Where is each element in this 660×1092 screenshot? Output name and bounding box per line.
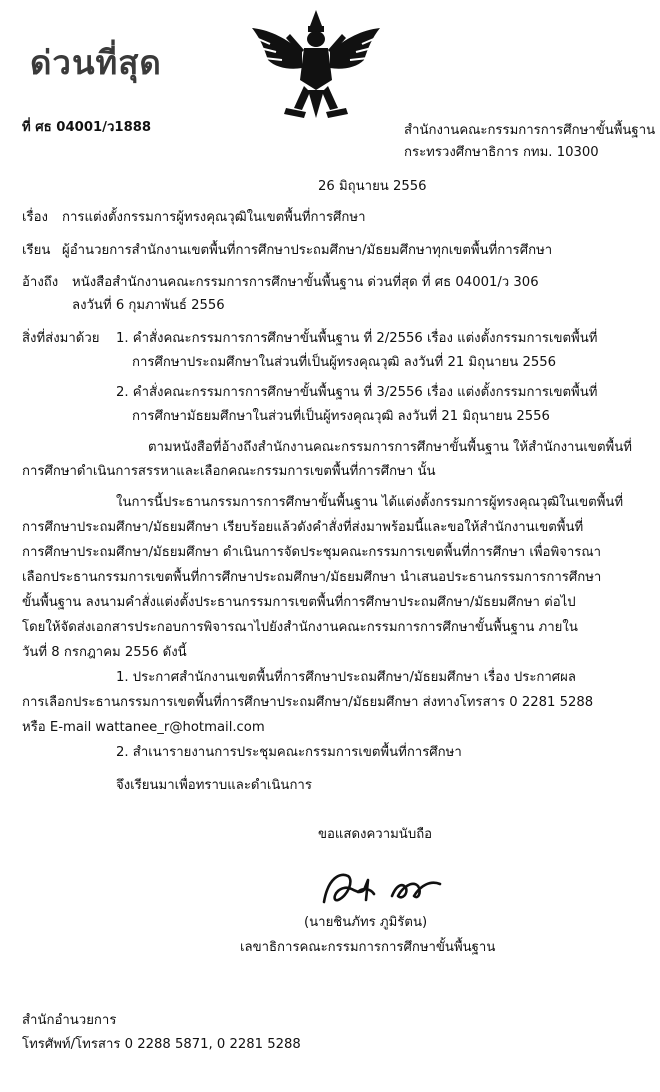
item1-line-1: 1. ประกาศสำนักงานเขตพื้นที่การศึกษาประถมศึกษา/มัธยมศึกษา เรื่อง ประกาศผล xyxy=(116,670,576,685)
para1-line-1: ตามหนังสือที่อ้างถึงสำนักงานคณะกรรมการการศึกษาขั้นพื้นฐาน ให้สำนักงานเขตพื้นที่ xyxy=(148,440,632,455)
item2: 2. สำเนารายงานการประชุมคณะกรรมการเขตพื้นที่การศึกษา xyxy=(116,745,462,760)
enclosure-1-line-1: 1. คำสั่งคณะกรรมการการศึกษาขั้นพื้นฐาน ที่ 2/2556 เรื่อง แต่งตั้งกรรมการเขตพื้นที่ xyxy=(116,331,598,346)
para2-line-2: การศึกษาประถมศึกษา/มัธยมศึกษา เรียบร้อยแล้วดังคำสั่งที่ส่งมาพร้อมนี้และขอให้สำนักงานเขตพื้นที่ xyxy=(22,520,584,535)
closing-request: จึงเรียนมาเพื่อทราบและดำเนินการ xyxy=(116,778,312,793)
garuda-emblem xyxy=(246,8,386,126)
office-address: กระทรวงศึกษาธิการ กทม. 10300 xyxy=(404,145,599,160)
letter-date: 26 มิถุนายน 2556 xyxy=(318,179,427,194)
recipient-text: ผู้อำนวยการสำนักงานเขตพื้นที่การศึกษาประถมศึกษา/มัธยมศึกษาทุกเขตพื้นที่การศึกษา xyxy=(62,243,553,258)
footer-phone: โทรศัพท์/โทรสาร 0 2288 5871, 0 2281 5288 xyxy=(22,1037,301,1052)
signer-position: เลขาธิการคณะกรรมการการศึกษาขั้นพื้นฐาน xyxy=(240,940,496,955)
para2-line-5: ขั้นพื้นฐาน ลงนามคำสั่งแต่งตั้งประธานกรรมการเขตพื้นที่การศึกษาประถมศึกษา/มัธยมศึกษา ต่อไป xyxy=(22,595,576,610)
reference-line-1: หนังสือสำนักงานคณะกรรมการการศึกษาขั้นพื้นฐาน ด่วนที่สุด ที่ ศธ 04001/ว 306 xyxy=(72,275,539,290)
office-name: สำนักงานคณะกรรมการการศึกษาขั้นพื้นฐาน xyxy=(404,123,656,138)
item1-line-2: การเลือกประธานกรรมการเขตพื้นที่การศึกษาประถมศึกษา/มัธยมศึกษา ส่งทางโทรสาร 0 2281 5288 xyxy=(22,695,594,710)
reference-number: ที่ ศธ 04001/ว1888 xyxy=(22,120,152,135)
item1-line-3: หรือ E-mail wattanee_r@hotmail.com xyxy=(22,720,265,735)
footer-department: สำนักอำนวยการ xyxy=(22,1013,117,1028)
para2-line-1: ในการนี้ประธานกรรมการการศึกษาขั้นพื้นฐาน ได้แต่งตั้งกรรมการผู้ทรงคุณวุฒิในเขตพื้นที่ xyxy=(116,495,624,510)
enclosures-label: สิ่งที่ส่งมาด้วย xyxy=(22,331,100,346)
para2-line-7: วันที่ 8 กรกฎาคม 2556 ดังนี้ xyxy=(22,645,187,660)
enclosure-2-line-1: 2. คำสั่งคณะกรรมการการศึกษาขั้นพื้นฐาน ที่ 3/2556 เรื่อง แต่งตั้งกรรมการเขตพื้นที่ xyxy=(116,385,598,400)
reference-label: อ้างถึง xyxy=(22,275,59,290)
recipient-label: เรียน xyxy=(22,243,51,258)
subject-label: เรื่อง xyxy=(22,210,48,225)
para2-line-3: การศึกษาประถมศึกษา/มัธยมศึกษา ดำเนินการจัดประชุมคณะกรรมการเขตพื้นที่การศึกษา เพื่อพิจารณา xyxy=(22,545,602,560)
enclosure-1-line-2: การศึกษาประถมศึกษาในส่วนที่เป็นผู้ทรงคุณวุฒิ ลงวันที่ 21 มิถุนายน 2556 xyxy=(132,355,557,370)
para2-line-6: โดยให้จัดส่งเอกสารประกอบการพิจารณาไปยังสำนักงานคณะกรรมการการศึกษาขั้นพื้นฐาน ภายใน xyxy=(22,620,578,635)
reference-line-2: ลงวันที่ 6 กุมภาพันธ์ 2556 xyxy=(72,298,225,313)
urgency-stamp: ด่วนที่สุด xyxy=(30,43,162,82)
signer-name: (นายชินภัทร ภูมิรัตน) xyxy=(304,915,428,930)
para1-line-2: การศึกษาดำเนินการสรรหาและเลือกคณะกรรมการเขตพื้นที่การศึกษา นั้น xyxy=(22,464,436,479)
handwritten-signature xyxy=(318,866,448,912)
regards: ขอแสดงความนับถือ xyxy=(318,827,433,842)
subject-text: การแต่งตั้งกรรมการผู้ทรงคุณวุฒิในเขตพื้นที่การศึกษา xyxy=(62,210,366,225)
enclosure-2-line-2: การศึกษามัธยมศึกษาในส่วนที่เป็นผู้ทรงคุณวุฒิ ลงวันที่ 21 มิถุนายน 2556 xyxy=(132,409,550,424)
para2-line-4: เลือกประธานกรรมการเขตพื้นที่การศึกษาประถมศึกษา/มัธยมศึกษา นำเสนอประธานกรรมการการศึกษา xyxy=(22,570,602,585)
